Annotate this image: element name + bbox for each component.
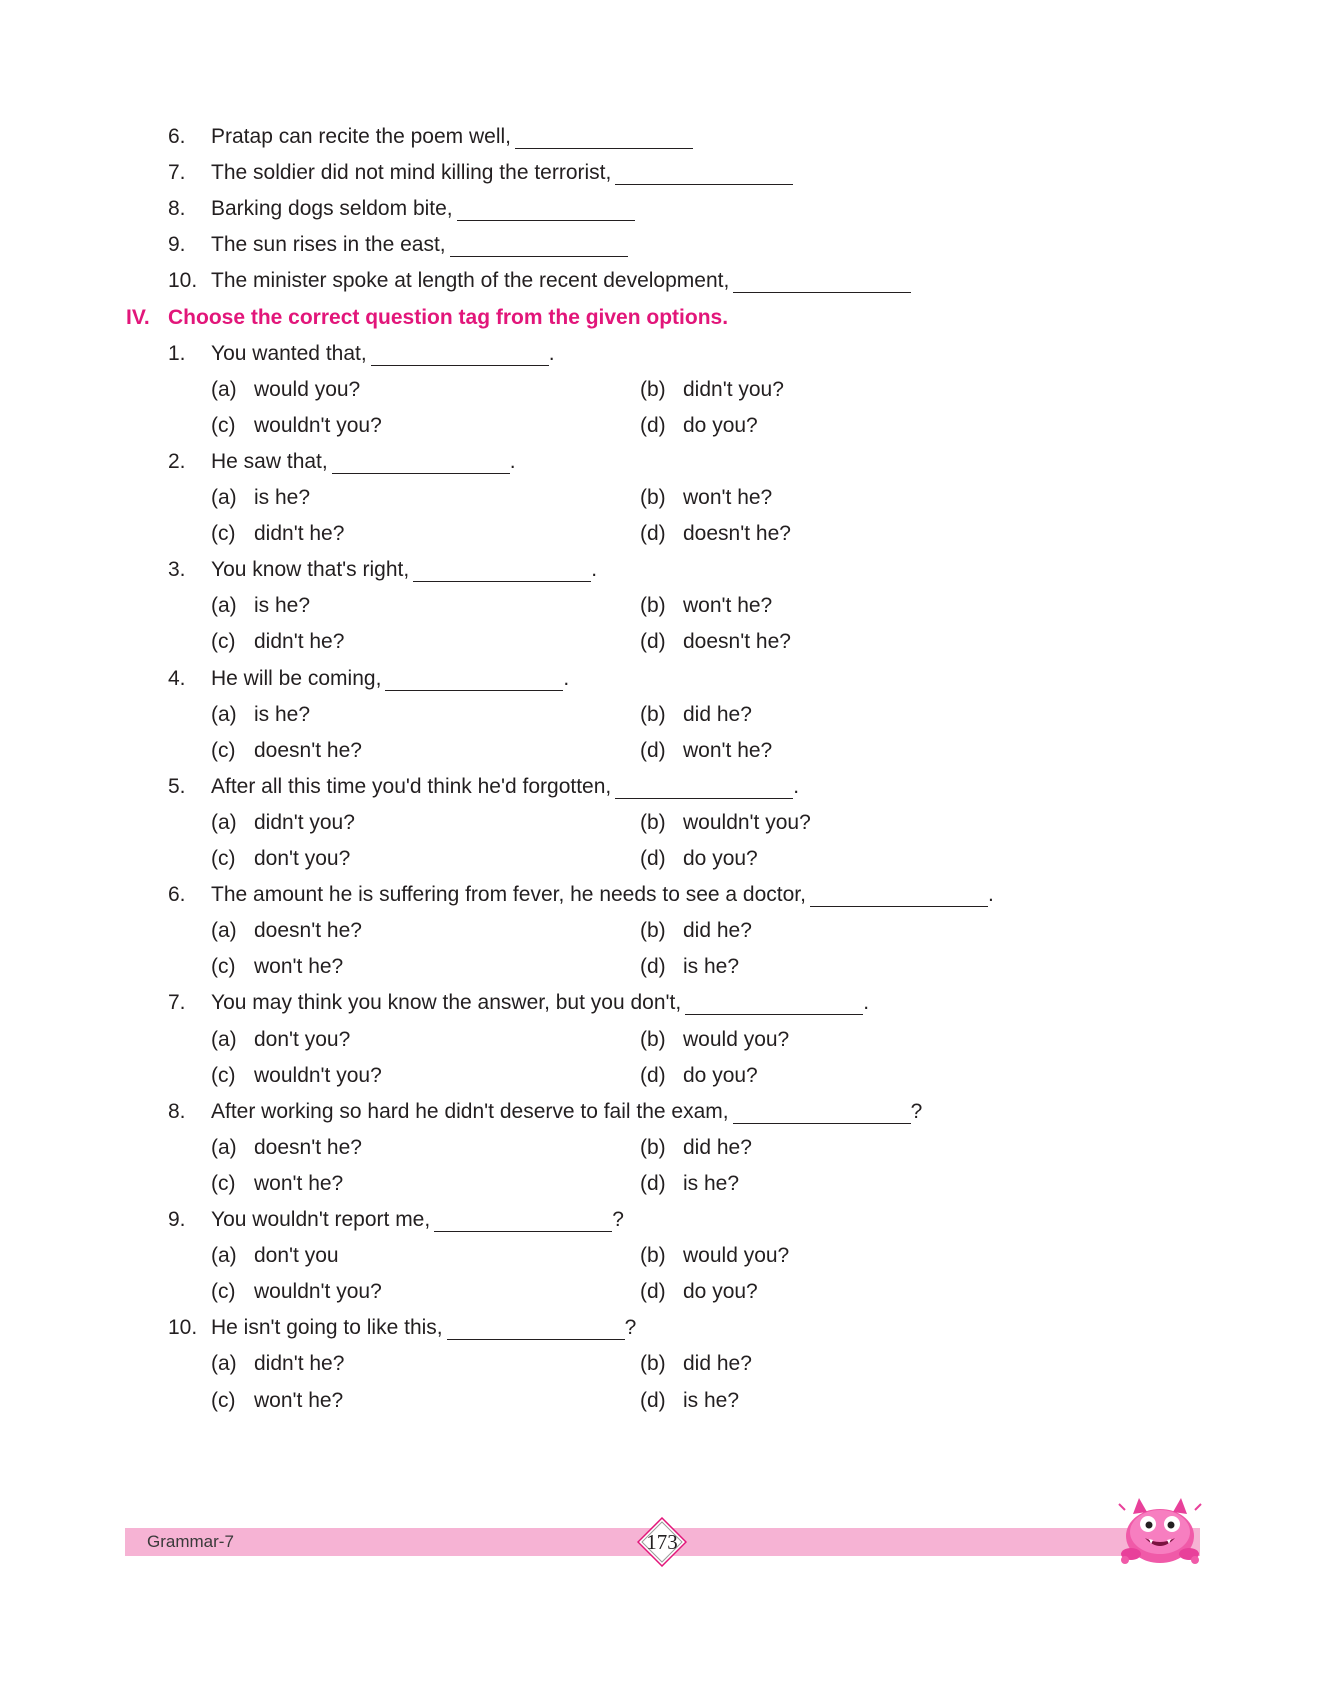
- option[interactable]: [211, 371, 360, 409]
- pink-monster-mascot-icon: [1115, 1492, 1205, 1568]
- options-row: [0, 732, 1332, 770]
- option-text: doesn't he?: [683, 522, 791, 546]
- option[interactable]: [640, 1021, 789, 1059]
- option-text: won't he?: [683, 486, 773, 509]
- option-letter: (a): [211, 702, 237, 726]
- option[interactable]: [640, 948, 739, 986]
- question-line: [0, 984, 1332, 1022]
- question-stem: The sun rises in the east,: [211, 233, 446, 257]
- answer-blank[interactable]: [450, 234, 628, 257]
- question-number: 10.: [168, 1316, 198, 1340]
- option[interactable]: [640, 515, 791, 553]
- question-number: 9.: [168, 233, 186, 257]
- option-text: did he?: [683, 1352, 752, 1376]
- answer-blank[interactable]: [457, 198, 635, 221]
- question-number: 8.: [168, 1099, 186, 1123]
- option[interactable]: [640, 696, 752, 734]
- option-letter: (b): [640, 377, 666, 401]
- question-line: [0, 226, 1332, 264]
- option-letter: (b): [640, 702, 666, 726]
- question-number: 7.: [168, 991, 186, 1015]
- option-letter: (a): [211, 486, 237, 509]
- question-stem: He will be coming,: [211, 666, 382, 690]
- option[interactable]: [640, 840, 758, 878]
- answer-blank[interactable]: [371, 343, 549, 366]
- question-end-mark: .: [509, 449, 516, 473]
- option-text: wouldn't you?: [254, 1063, 382, 1087]
- question-line: [0, 1309, 1332, 1347]
- question-stem: He isn't going to like this,: [211, 1316, 443, 1340]
- option-letter: (c): [211, 522, 236, 546]
- option-text: do you?: [683, 1063, 758, 1087]
- answer-blank[interactable]: [733, 270, 911, 293]
- option-letter: (d): [640, 413, 666, 437]
- option-text: wouldn't you?: [254, 1280, 382, 1304]
- question-end-mark: .: [793, 774, 800, 798]
- question-text: [211, 335, 555, 373]
- option[interactable]: [640, 804, 811, 842]
- option-text: is he?: [254, 702, 311, 726]
- book-title: Grammar-7: [147, 1532, 234, 1551]
- option-letter: (a): [211, 919, 237, 943]
- question-stem: After working so hard he didn't deserve to fail the exam,: [211, 1099, 729, 1123]
- option-letter: (d): [640, 1171, 666, 1195]
- question-line: [0, 551, 1332, 589]
- option-letter: (b): [640, 486, 666, 509]
- option-letter: (b): [640, 1135, 666, 1159]
- option-letter: (d): [640, 1063, 666, 1087]
- option-letter: (c): [211, 1063, 236, 1087]
- option-text: wouldn't you?: [254, 413, 382, 437]
- options-row: [0, 371, 1332, 409]
- answer-blank[interactable]: [413, 559, 591, 582]
- question-text: [211, 226, 628, 264]
- option[interactable]: [640, 1129, 752, 1167]
- question-text: [211, 190, 635, 228]
- answer-blank[interactable]: [434, 1209, 612, 1232]
- question-line: [0, 118, 1332, 156]
- option-letter: (d): [640, 955, 666, 979]
- option-letter: (b): [640, 1244, 666, 1268]
- option[interactable]: [211, 840, 350, 878]
- question-line: [0, 660, 1332, 698]
- answer-blank[interactable]: [385, 668, 563, 691]
- option[interactable]: [211, 407, 382, 445]
- option[interactable]: [211, 479, 310, 517]
- question-stem: He saw that,: [211, 449, 328, 473]
- option-letter: (d): [640, 1388, 666, 1412]
- page-number-badge: [637, 1517, 687, 1567]
- option-text: is he?: [683, 1171, 740, 1195]
- option-letter: (c): [211, 847, 236, 870]
- option[interactable]: [211, 732, 362, 770]
- question-end-mark: .: [591, 558, 598, 582]
- answer-blank[interactable]: [615, 162, 793, 185]
- question-text: [211, 443, 516, 481]
- question-text: [211, 768, 799, 806]
- option-letter: (c): [211, 1171, 236, 1195]
- options-row: [0, 515, 1332, 553]
- option-letter: (a): [211, 594, 237, 618]
- option-text: won't he?: [683, 594, 773, 618]
- question-number: 6.: [168, 883, 186, 907]
- option-text: doesn't he?: [254, 919, 362, 943]
- option-text: do you?: [683, 847, 758, 870]
- page-number: 173: [646, 1530, 678, 1554]
- option-text: is he?: [254, 486, 311, 509]
- option[interactable]: [640, 912, 752, 950]
- option-text: is he?: [683, 955, 740, 979]
- option-letter: (d): [640, 738, 666, 762]
- option[interactable]: [211, 1129, 362, 1167]
- option-text: didn't he?: [254, 522, 345, 546]
- question-end-mark: ?: [612, 1208, 624, 1231]
- answer-blank[interactable]: [515, 126, 693, 149]
- option-text: won't he?: [683, 738, 773, 762]
- option-letter: (c): [211, 1280, 236, 1304]
- options-row: [0, 1021, 1332, 1059]
- option[interactable]: [640, 1165, 739, 1203]
- options-row: [0, 1129, 1332, 1167]
- option-letter: (c): [211, 630, 236, 654]
- question-end-mark: ?: [624, 1316, 637, 1340]
- question-end-mark: .: [987, 883, 994, 907]
- question-line: [0, 1201, 1332, 1239]
- option[interactable]: [640, 407, 758, 445]
- section-number: IV.: [126, 305, 150, 329]
- option-text: won't he?: [254, 1388, 344, 1412]
- options-row: [0, 587, 1332, 625]
- option-text: do you?: [683, 1280, 758, 1304]
- question-line: [0, 768, 1332, 806]
- option[interactable]: [640, 1345, 752, 1383]
- option-text: won't he?: [254, 955, 344, 979]
- option-text: doesn't he?: [254, 738, 362, 762]
- question-text: [211, 1309, 636, 1347]
- option-text: don't you?: [254, 1027, 351, 1051]
- question-end-mark: ?: [910, 1099, 923, 1123]
- option-text: didn't he?: [254, 1352, 345, 1376]
- option[interactable]: [640, 623, 791, 661]
- question-line: [0, 190, 1332, 228]
- option-letter: (c): [211, 738, 236, 762]
- options-row: [0, 407, 1332, 445]
- options-row: [0, 479, 1332, 517]
- question-text: [211, 118, 693, 156]
- option[interactable]: [211, 587, 310, 625]
- question-number: 3.: [168, 558, 186, 582]
- option-text: did he?: [683, 919, 752, 943]
- option[interactable]: [640, 1382, 739, 1420]
- option-letter: (a): [211, 1027, 237, 1051]
- question-number: 8.: [168, 197, 186, 221]
- question-line: [0, 262, 1332, 300]
- question-stem: You know that's right,: [211, 558, 410, 582]
- option-letter: (d): [640, 630, 666, 654]
- question-text: [211, 1093, 922, 1131]
- option-letter: (b): [640, 594, 666, 618]
- option-text: doesn't he?: [683, 630, 791, 654]
- question-text: [211, 154, 793, 192]
- option-letter: (b): [640, 810, 666, 834]
- option-letter: (c): [211, 955, 236, 979]
- question-stem: You wouldn't report me,: [211, 1208, 431, 1231]
- option[interactable]: [211, 1237, 339, 1275]
- options-row: [0, 1165, 1332, 1203]
- option-letter: (d): [640, 522, 666, 546]
- question-stem: The minister spoke at length of the recent development,: [211, 269, 730, 293]
- question-number: 6.: [168, 125, 186, 148]
- options-row: [0, 623, 1332, 661]
- option-letter: (c): [211, 1388, 236, 1412]
- option[interactable]: [640, 1237, 789, 1275]
- option[interactable]: [640, 1057, 758, 1095]
- option[interactable]: [211, 696, 310, 734]
- option-letter: (c): [211, 413, 236, 437]
- option[interactable]: [211, 515, 344, 553]
- question-line: [0, 443, 1332, 481]
- option-letter: (a): [211, 810, 237, 834]
- question-stem: The amount he is suffering from fever, he needs to see a doctor,: [211, 883, 806, 907]
- question-stem: You wanted that,: [211, 341, 367, 365]
- question-stem: The soldier did not mind killing the terrorist,: [211, 161, 612, 185]
- question-line: [0, 154, 1332, 192]
- option[interactable]: [211, 912, 362, 950]
- question-line: [0, 335, 1332, 373]
- option-letter: (d): [640, 1280, 666, 1304]
- option-letter: (b): [640, 1027, 666, 1051]
- options-row: [0, 1382, 1332, 1420]
- option-letter: (a): [211, 1352, 237, 1376]
- question-number: 7.: [168, 161, 186, 185]
- question-number: 9.: [168, 1208, 186, 1231]
- options-row: [0, 1057, 1332, 1095]
- question-number: 10.: [168, 269, 198, 293]
- question-end-mark: .: [548, 341, 555, 365]
- option[interactable]: [640, 1273, 758, 1311]
- option-letter: (b): [640, 919, 666, 943]
- question-text: [211, 876, 994, 914]
- question-stem: After all this time you'd think he'd forgotten,: [211, 774, 612, 798]
- question-line: [0, 1093, 1332, 1131]
- answer-blank[interactable]: [810, 884, 988, 907]
- question-end-mark: .: [563, 666, 570, 690]
- option-text: would you?: [683, 1027, 790, 1051]
- option-text: is he?: [254, 594, 311, 618]
- option-letter: (d): [640, 847, 666, 870]
- section-heading: [0, 299, 1332, 337]
- answer-blank[interactable]: [615, 776, 793, 799]
- option[interactable]: [211, 1021, 350, 1059]
- question-end-mark: .: [863, 991, 870, 1015]
- answer-blank[interactable]: [685, 992, 863, 1015]
- option-text: did he?: [683, 702, 752, 726]
- question-line: [0, 876, 1332, 914]
- options-row: [0, 804, 1332, 842]
- question-stem: Barking dogs seldom bite,: [211, 197, 453, 221]
- option-text: is he?: [683, 1388, 740, 1412]
- option-text: didn't you?: [683, 377, 784, 401]
- options-row: [0, 1237, 1332, 1275]
- option[interactable]: [211, 1273, 382, 1311]
- question-text: [211, 660, 569, 698]
- option-text: would you?: [254, 377, 361, 401]
- question-number: 5.: [168, 774, 186, 798]
- options-row: [0, 840, 1332, 878]
- option[interactable]: [211, 1057, 382, 1095]
- option-text: doesn't he?: [254, 1135, 362, 1159]
- question-stem: You may think you know the answer, but you don't,: [211, 991, 682, 1015]
- option[interactable]: [211, 1382, 343, 1420]
- option[interactable]: [640, 587, 772, 625]
- option-text: don't you: [254, 1244, 339, 1268]
- option-text: don't you?: [254, 847, 351, 870]
- options-row: [0, 912, 1332, 950]
- option[interactable]: [640, 371, 784, 409]
- question-text: [211, 1201, 624, 1239]
- option[interactable]: [211, 804, 355, 842]
- option[interactable]: [640, 732, 772, 770]
- question-text: [211, 262, 911, 300]
- options-row: [0, 696, 1332, 734]
- question-number: 2.: [168, 449, 186, 473]
- question-number: 1.: [168, 341, 186, 365]
- option[interactable]: [211, 623, 344, 661]
- question-text: [211, 984, 869, 1022]
- option[interactable]: [640, 479, 772, 517]
- answer-blank[interactable]: [733, 1101, 911, 1124]
- option-text: didn't you?: [254, 810, 355, 834]
- section-title: Choose the correct question tag from the given options.: [168, 305, 729, 329]
- option-text: won't he?: [254, 1171, 344, 1195]
- question-text: [211, 551, 597, 589]
- options-row: [0, 1345, 1332, 1383]
- option-text: would you?: [683, 1244, 790, 1268]
- answer-blank[interactable]: [332, 451, 510, 474]
- question-number: 4.: [168, 666, 186, 690]
- option-letter: (a): [211, 377, 237, 401]
- options-row: [0, 948, 1332, 986]
- option-letter: (b): [640, 1352, 666, 1376]
- option-letter: (a): [211, 1244, 237, 1268]
- option-text: do you?: [683, 413, 758, 437]
- options-row: [0, 1273, 1332, 1311]
- answer-blank[interactable]: [447, 1317, 625, 1340]
- option-text: did he?: [683, 1135, 752, 1159]
- question-stem: Pratap can recite the poem well,: [211, 125, 511, 148]
- option-letter: (a): [211, 1135, 237, 1159]
- option[interactable]: [211, 1345, 344, 1383]
- option[interactable]: [211, 1165, 343, 1203]
- option-text: didn't he?: [254, 630, 345, 654]
- option-text: wouldn't you?: [683, 810, 811, 834]
- option[interactable]: [211, 948, 343, 986]
